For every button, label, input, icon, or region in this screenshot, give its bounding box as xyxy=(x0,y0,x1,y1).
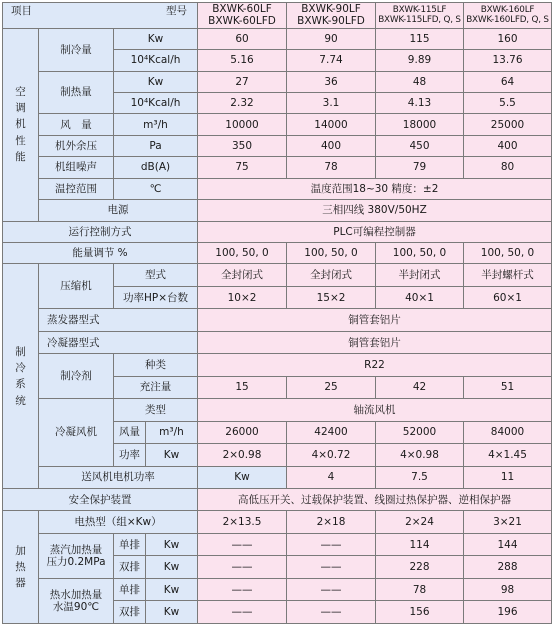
model-header-90: BXWK-90LF BXWK-90LFD xyxy=(287,3,376,29)
compressor-type-label: 型式 xyxy=(114,264,198,286)
capacity-115: 100, 50, 0 xyxy=(376,243,464,264)
water-double-unit: Kw xyxy=(146,601,198,624)
control-label: 运行控制方式 xyxy=(3,221,198,242)
airflow-row xyxy=(3,114,552,135)
fan-flow-label: 风量 xyxy=(114,421,146,443)
compressor-count-160: 60×1 xyxy=(464,286,552,308)
electric-heater-label: 电热型（组×Kw） xyxy=(39,511,198,533)
electric-heater-60: 2×13.5 xyxy=(198,511,287,533)
steam-single-90: —— xyxy=(287,533,376,555)
water-single-label: 单排 xyxy=(114,578,146,600)
cooling-kcal-115: 9.89 xyxy=(376,50,464,71)
compressor-count-60: 10×2 xyxy=(198,286,287,308)
compressor-count-label: 功率HP×台数 xyxy=(114,286,198,308)
blower-row xyxy=(3,466,552,488)
power-row xyxy=(3,200,552,221)
steam-double-60: —— xyxy=(198,556,287,578)
compressor-label: 压缩机 xyxy=(39,264,114,309)
refrigerant-kind-row xyxy=(3,354,552,376)
condenser-label: 冷凝器型式 xyxy=(39,331,198,353)
electric-heater-160: 3×21 xyxy=(464,511,552,533)
compressor-count-115: 40×1 xyxy=(376,286,464,308)
heating-label: 制热量 xyxy=(39,71,114,114)
steam-double-label: 双排 xyxy=(114,556,146,578)
pressure-60: 350 xyxy=(198,135,287,156)
electric-heater-90: 2×18 xyxy=(287,511,376,533)
heating-kw-90: 36 xyxy=(287,71,376,92)
cooling-kcal-160: 13.76 xyxy=(464,50,552,71)
water-double-90: —— xyxy=(287,601,376,624)
capacity-row xyxy=(3,243,552,264)
capacity-60: 100, 50, 0 xyxy=(198,243,287,264)
steam-single-label: 单排 xyxy=(114,533,146,555)
steam-single-115: 114 xyxy=(376,533,464,555)
fan-power-60: 2×0.98 xyxy=(198,444,287,466)
steam-single-row xyxy=(3,533,552,555)
steam-double-90: —— xyxy=(287,556,376,578)
compressor-type-row xyxy=(3,264,552,286)
airflow-unit: m³/h xyxy=(114,114,198,135)
water-double-60: —— xyxy=(198,601,287,624)
airflow-115: 18000 xyxy=(376,114,464,135)
compressor-type-90: 全封闭式 xyxy=(287,264,376,286)
cooling-kw-90: 90 xyxy=(287,28,376,49)
noise-90: 78 xyxy=(287,157,376,178)
spec-table xyxy=(2,2,552,624)
steam-single-160: 144 xyxy=(464,533,552,555)
compressor-type-115: 半封闭式 xyxy=(376,264,464,286)
capacity-90: 100, 50, 0 xyxy=(287,243,376,264)
refrigerant-charge-label: 充注量 xyxy=(114,376,198,398)
power-value: 三相四线 380V/50HZ xyxy=(198,200,552,221)
water-double-115: 156 xyxy=(376,601,464,624)
cooling-kcal-90: 7.74 xyxy=(287,50,376,71)
cooling-label: 制冷量 xyxy=(39,28,114,71)
steam-double-160: 288 xyxy=(464,556,552,578)
heating-kw-160: 64 xyxy=(464,71,552,92)
refrigerant-charge-60: 15 xyxy=(198,376,287,398)
evaporator-value: 铜管套铝片 xyxy=(198,309,552,331)
heating-row-kw xyxy=(3,71,552,92)
heating-kw-60: 27 xyxy=(198,71,287,92)
header-corner-cell xyxy=(3,3,198,29)
noise-60: 75 xyxy=(198,157,287,178)
control-row xyxy=(3,221,552,242)
cooling-unit-kw: Kw xyxy=(114,28,198,49)
refrigerant-kind-label: 种类 xyxy=(114,354,198,376)
compressor-type-160: 半封螺杆式 xyxy=(464,264,552,286)
water-single-160: 98 xyxy=(464,578,552,600)
airflow-60: 10000 xyxy=(198,114,287,135)
compressor-count-90: 15×2 xyxy=(287,286,376,308)
model-label: 型号 xyxy=(166,5,187,17)
noise-160: 80 xyxy=(464,157,552,178)
steam-label: 蒸汽加热量 压力0.2MPa xyxy=(39,533,114,578)
pressure-90: 400 xyxy=(287,135,376,156)
capacity-label: 能量调节 % xyxy=(3,243,198,264)
model-header-160: BXWK-160LF BXWK-160LFD, Q, S xyxy=(464,3,552,29)
water-single-115: 78 xyxy=(376,578,464,600)
refrigerant-charge-115: 42 xyxy=(376,376,464,398)
fan-flow-160: 84000 xyxy=(464,421,552,443)
safety-row xyxy=(3,489,552,511)
safety-label: 安全保护装置 xyxy=(3,489,198,511)
header-row xyxy=(3,3,552,29)
blower-90: 7.5 xyxy=(376,466,464,488)
pressure-label: 机外余压 xyxy=(39,135,114,156)
fan-label: 冷凝风机 xyxy=(39,399,114,466)
model-header-115: BXWK-115LF BXWK-115LFD, Q, S xyxy=(376,3,464,29)
cooling-kw-160: 160 xyxy=(464,28,552,49)
heater-group-label: 加热器 xyxy=(3,511,39,624)
pressure-115: 450 xyxy=(376,135,464,156)
control-value: PLC可编程控制器 xyxy=(198,221,552,242)
electric-heater-115: 2×24 xyxy=(376,511,464,533)
capacity-160: 100, 50, 0 xyxy=(464,243,552,264)
model-header-60: BXWK-60LF BXWK-60LFD xyxy=(198,3,287,29)
refrigerant-charge-90: 25 xyxy=(287,376,376,398)
fan-flow-90: 42400 xyxy=(287,421,376,443)
temp-row xyxy=(3,178,552,199)
cooling-unit-kcal: 10⁴Kcal/h xyxy=(114,50,198,71)
airflow-160: 25000 xyxy=(464,114,552,135)
water-double-label: 双排 xyxy=(114,601,146,624)
cooling-kw-115: 115 xyxy=(376,28,464,49)
water-label: 热水加热量 水温90℃ xyxy=(39,578,114,623)
blower-60: 4 xyxy=(287,466,376,488)
water-single-60: —— xyxy=(198,578,287,600)
heating-unit-kcal: 10⁴Kcal/h xyxy=(114,92,198,113)
water-double-160: 196 xyxy=(464,601,552,624)
safety-value: 高低压开关、过载保护装置、线圈过热保护器、逆相保护器 xyxy=(198,489,552,511)
steam-double-unit: Kw xyxy=(146,556,198,578)
airflow-label: 风 量 xyxy=(39,114,114,135)
noise-115: 79 xyxy=(376,157,464,178)
fan-power-115: 4×0.98 xyxy=(376,444,464,466)
fan-power-90: 4×0.72 xyxy=(287,444,376,466)
ac-group-label: 空调机性能 xyxy=(3,28,39,221)
noise-unit: dB(A) xyxy=(114,157,198,178)
heating-unit-kw: Kw xyxy=(114,71,198,92)
fan-type-value: 轴流风机 xyxy=(198,399,552,421)
refrig-group-label: 制冷系统 xyxy=(3,264,39,489)
pressure-160: 400 xyxy=(464,135,552,156)
cooling-row-kw xyxy=(3,28,552,49)
steam-single-60: —— xyxy=(198,533,287,555)
water-single-row xyxy=(3,578,552,600)
evaporator-row xyxy=(3,309,552,331)
blower-unit: Kw xyxy=(198,466,287,488)
fan-flow-60: 26000 xyxy=(198,421,287,443)
condenser-row xyxy=(3,331,552,353)
power-label: 电源 xyxy=(39,200,198,221)
compressor-type-60: 全封闭式 xyxy=(198,264,287,286)
pressure-row xyxy=(3,135,552,156)
water-single-90: —— xyxy=(287,578,376,600)
heating-kcal-115: 4.13 xyxy=(376,92,464,113)
fan-power-160: 4×1.45 xyxy=(464,444,552,466)
fan-power-label: 功率 xyxy=(114,444,146,466)
refrigerant-charge-160: 51 xyxy=(464,376,552,398)
cooling-kw-60: 60 xyxy=(198,28,287,49)
noise-row xyxy=(3,157,552,178)
blower-115: 11 xyxy=(464,466,552,488)
noise-label: 机组噪声 xyxy=(39,157,114,178)
fan-flow-unit: m³/h xyxy=(146,421,198,443)
electric-heater-row xyxy=(3,511,552,533)
temp-unit: ℃ xyxy=(114,178,198,199)
cooling-kcal-60: 5.16 xyxy=(198,50,287,71)
fan-type-row xyxy=(3,399,552,421)
refrigerant-label: 制冷剂 xyxy=(39,354,114,399)
fan-flow-115: 52000 xyxy=(376,421,464,443)
steam-single-unit: Kw xyxy=(146,533,198,555)
fan-type-label: 类型 xyxy=(114,399,198,421)
blower-label: 送风机电机功率 xyxy=(39,466,198,488)
condenser-value: 铜管套铝片 xyxy=(198,331,552,353)
item-label: 项目 xyxy=(11,5,32,17)
temp-label: 温控范围 xyxy=(39,178,114,199)
fan-power-unit: Kw xyxy=(146,444,198,466)
evaporator-label: 蒸发器型式 xyxy=(39,309,198,331)
heating-kw-115: 48 xyxy=(376,71,464,92)
airflow-90: 14000 xyxy=(287,114,376,135)
heating-kcal-90: 3.1 xyxy=(287,92,376,113)
steam-double-115: 228 xyxy=(376,556,464,578)
heating-kcal-160: 5.5 xyxy=(464,92,552,113)
pressure-unit: Pa xyxy=(114,135,198,156)
temp-value: 温度范围18~30 精度：±2 xyxy=(198,178,552,199)
water-single-unit: Kw xyxy=(146,578,198,600)
refrigerant-kind-value: R22 xyxy=(198,354,552,376)
heating-kcal-60: 2.32 xyxy=(198,92,287,113)
